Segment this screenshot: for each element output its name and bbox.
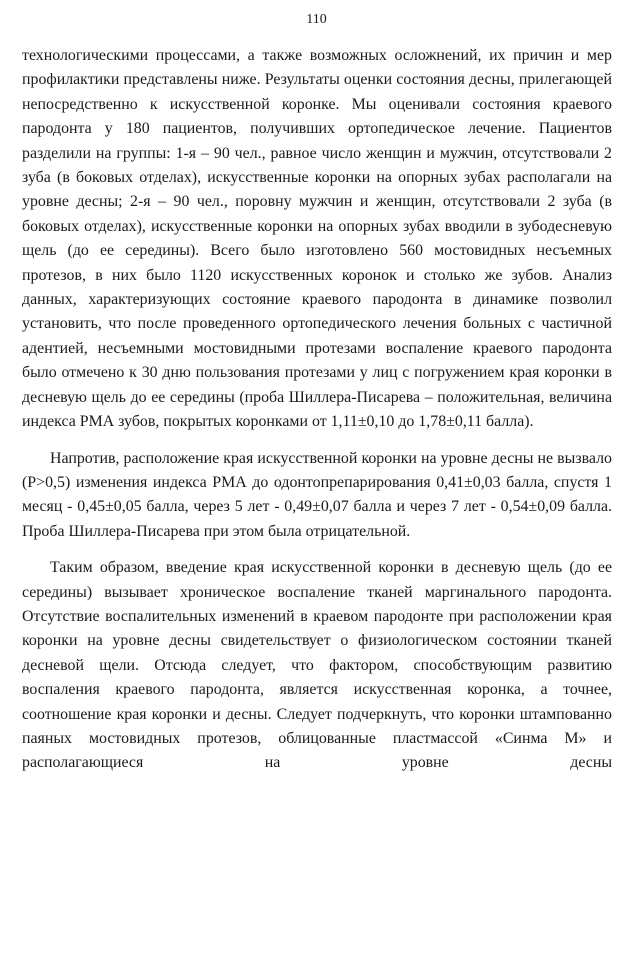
paragraph-1: технологическими процессами, а также возможных осложнений, их причин и мер профилактики представлены ниже. Результаты оценки состояния десны, прилегающей непосредственно к искусственной коронке. Мы оценивали состояния краевого пародонта у 180 пациентов, получивших ортопедическое лечение. Пациентов разделили на группы: 1-я – 90 чел., равное число женщин и мужчин, отсутствовали 2 зуба (в боковых отделах), искусственные коронки на опорных зубах располагали на уровне десны; 2-я – 90 чел., поровну мужчин и женщин, отсутствовали 2 зуба (в боковых отделах), искусственные коронки на опорных зубах вводили в зубодесневую щель (до ее середины). Всего было изготовлено 560 мостовидных несъемных протезов, в них было 1120 искусственных коронок и столько же зубов. Анализ данных, характеризующих состояние краевого пародонта в динамике позволил установить, что после проведенного ортопедического лечения больных с частичной адентией, несъемными мостовидными протезами воспаление краевого пародонта было отмечено к 30 дню пользования протезами у лиц с погружением края коронки в десневую щель до ее середины (проба Шиллера-Писарева – положительная, величина индекса РМА зубов, покрытых коронками от 1,11±0,10 до 1,78±0,11 балла). [22, 47, 612, 431]
page-number: 110 [306, 12, 327, 27]
paragraph-2: Напротив, расположение края искусственной коронки на уровне десны не вызвало (Р>0,5) изменения индекса РМА до одонтопрепарирования 0,41±0,03 балла, спустя 1 месяц - 0,45±0,05 балла, через 5 лет - 0,49±0,07 балла и через 7 лет - 0,54±0,09 балла. Проба Шиллера-Писарева при этом была отрицательной. [22, 449, 612, 540]
page-body [22, 44, 612, 776]
paragraph-3: Таким образом, введение края искусственной коронки в десневую щель (до ее середины) вызывает хроническое воспаление тканей маргинального пародонта. Отсутствие воспалительных изменений в краевом пародонте при расположении края коронки на уровне десны свидетельствует о физиологическом состоянии тканей десневой щели. Отсюда следует, что фактором, способствующим развитию воспаления краевого пародонта, является искусственная коронка, а точнее, соотношение края коронки и десны. Следует подчеркнуть, что коронки штампованно паяных мостовидных протезов, облицованные пластмассой «Синма М» и располагающиеся на уровне десны [22, 559, 612, 772]
